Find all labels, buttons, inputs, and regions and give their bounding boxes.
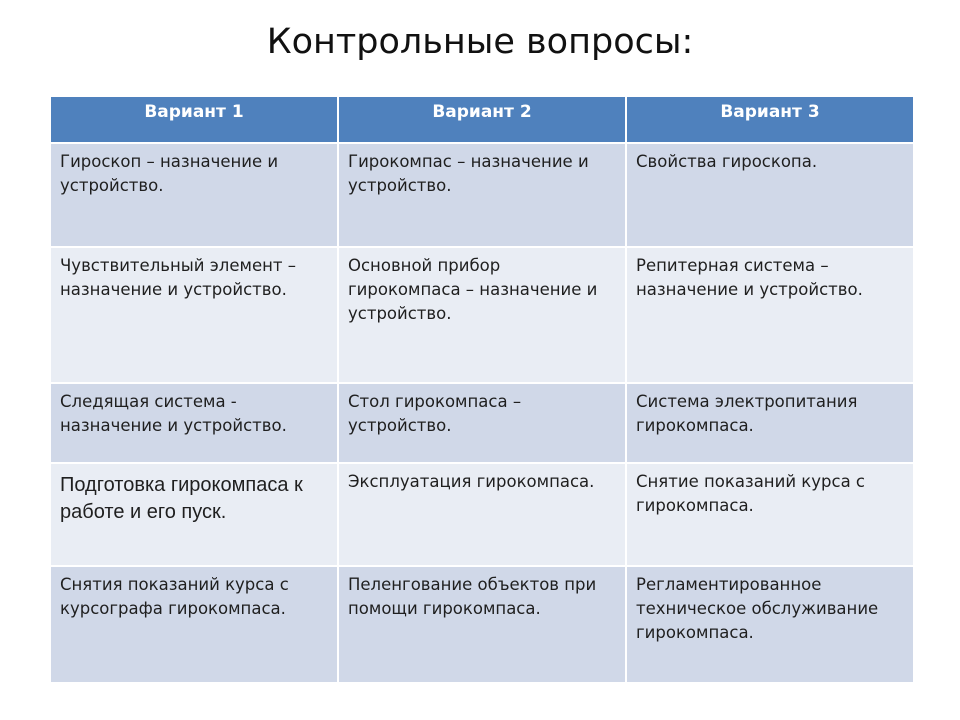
table-cell: Следящая система - назначение и устройство.	[50, 383, 338, 463]
table-row	[50, 247, 914, 383]
table-cell: Гироскоп – назначение и устройство.	[50, 143, 338, 247]
header-variant-1: Вариант 1	[50, 96, 338, 143]
table-cell: Система электропитания гирокомпаса.	[626, 383, 914, 463]
table-cell: Эксплуатация гирокомпаса.	[338, 463, 626, 566]
table-cell: Пеленгование объектов при помощи гирокомпаса.	[338, 566, 626, 683]
table-cell: Основной прибор гирокомпаса – назначение и устройство.	[338, 247, 626, 383]
table-cell: Подготовка гирокомпаса к работе и его пуск.	[50, 463, 338, 566]
header-variant-2: Вариант 2	[338, 96, 626, 143]
table-cell: Стол гирокомпаса – устройство.	[338, 383, 626, 463]
table-header-row	[50, 96, 914, 143]
table-row	[50, 566, 914, 683]
table-cell: Снятие показаний курса с гирокомпаса.	[626, 463, 914, 566]
table-cell: Свойства гироскопа.	[626, 143, 914, 247]
table-cell: Репитерная система – назначение и устройство.	[626, 247, 914, 383]
header-variant-3: Вариант 3	[626, 96, 914, 143]
questions-table	[49, 95, 915, 684]
slide-title: Контрольные вопросы:	[266, 22, 694, 62]
table-cell: Гирокомпас – назначение и устройство.	[338, 143, 626, 247]
table-cell: Чувствительный элемент – назначение и устройство.	[50, 247, 338, 383]
table-row	[50, 143, 914, 247]
table-cell: Регламентированное техническое обслуживание гирокомпаса.	[626, 566, 914, 683]
table-row	[50, 383, 914, 463]
table-cell: Снятия показаний курса с курсографа гирокомпаса.	[50, 566, 338, 683]
table-row	[50, 463, 914, 566]
